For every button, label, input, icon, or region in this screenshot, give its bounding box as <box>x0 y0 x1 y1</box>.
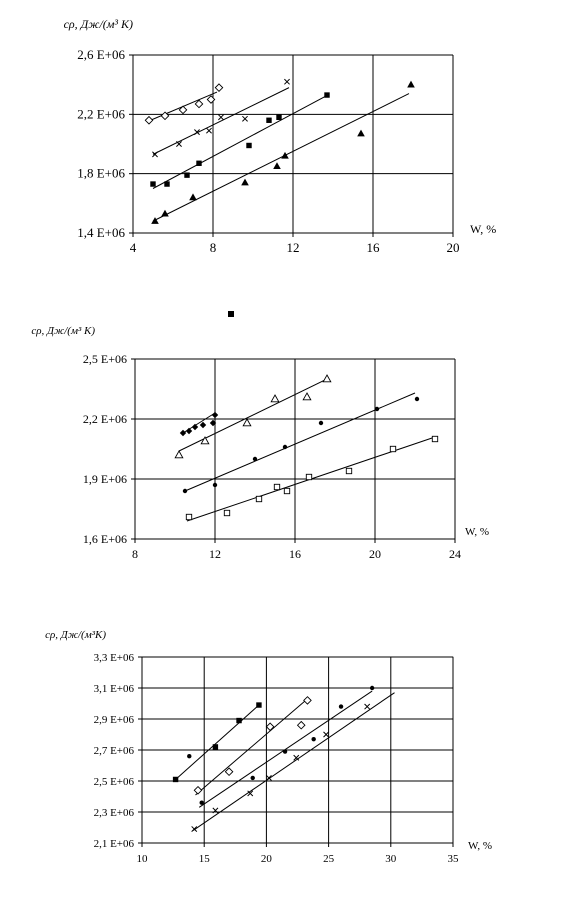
data-point-dot-filled-3-2 <box>213 483 217 487</box>
x-tick-label: 35 <box>447 853 459 865</box>
data-point-x-2-6 <box>242 116 247 121</box>
trend-line-4 <box>193 693 395 831</box>
data-point-diamond-filled-1-4 <box>200 422 206 428</box>
data-point-triangle-open-2-4 <box>271 395 279 402</box>
data-point-x-4-7 <box>365 704 370 709</box>
y-tick-label: 1,6 E+06 <box>82 532 127 546</box>
y-tick-label: 1,9 E+06 <box>82 472 127 486</box>
data-point-square-open-4-7 <box>346 468 351 473</box>
y-tick-label: 2,6 E+06 <box>77 47 125 62</box>
data-point-dot-filled-3-5 <box>319 421 323 425</box>
data-point-x-2-2 <box>176 141 181 146</box>
x-tick-label: 25 <box>323 853 335 865</box>
data-point-square-open-4-9 <box>432 436 437 441</box>
y-tick-label: 2,9 E+06 <box>93 714 134 726</box>
trend-line-1 <box>176 705 259 779</box>
data-point-diamond-filled-1-2 <box>186 428 192 434</box>
data-point-triangle-filled-4-1 <box>151 217 159 224</box>
x-tick-label: 20 <box>260 853 272 865</box>
data-point-dot-filled-3-7 <box>370 686 374 690</box>
x-axis-label: W, % <box>470 222 497 236</box>
data-point-dot-filled-3-3 <box>251 776 255 780</box>
trend-line-3 <box>199 691 372 807</box>
x-tick-label: 8 <box>209 240 217 255</box>
data-point-dot-filled-3-4 <box>283 445 287 449</box>
data-point-square-open-4-3 <box>256 496 261 501</box>
x-tick-label: 4 <box>129 240 137 255</box>
chart-2 <box>0 322 574 572</box>
x-tick-label: 20 <box>446 240 460 255</box>
x-tick-label: 15 <box>198 853 210 865</box>
y-tick-label: 3,3 E+06 <box>93 652 134 664</box>
data-point-diamond-open-1-5 <box>207 96 214 103</box>
x-tick-label: 30 <box>385 853 397 865</box>
data-point-square-filled-1-3 <box>236 718 241 723</box>
y-tick-label: 2,3 E+06 <box>93 807 134 819</box>
chart-1 <box>0 0 574 270</box>
data-point-diamond-open-1-4 <box>195 100 202 107</box>
data-point-square-open-4-6 <box>306 474 311 479</box>
data-point-triangle-open-2-1 <box>175 451 183 458</box>
data-point-dot-filled-3-4 <box>283 749 287 753</box>
data-point-diamond-open-2-5 <box>304 697 311 704</box>
data-point-dot-filled-3-1 <box>183 489 187 493</box>
data-point-triangle-open-2-6 <box>323 375 331 382</box>
x-tick-label: 20 <box>369 547 381 561</box>
data-point-x-2-4 <box>206 128 211 133</box>
data-point-diamond-open-2-2 <box>225 768 232 775</box>
x-tick-label: 16 <box>289 547 301 561</box>
chart-3 <box>0 626 574 892</box>
data-point-square-filled-3-4 <box>196 161 201 166</box>
data-point-diamond-open-1-1 <box>145 117 152 124</box>
data-point-square-filled-3-2 <box>164 181 169 186</box>
data-point-diamond-open-1-6 <box>215 84 222 91</box>
trend-line-4 <box>153 94 409 222</box>
data-point-dot-filled-3-5 <box>311 737 315 741</box>
data-point-triangle-open-2-2 <box>201 437 209 444</box>
x-tick-label: 10 <box>136 853 148 865</box>
y-axis-label: cρ, Дж/(м³К) <box>45 629 106 641</box>
data-point-diamond-open-2-1 <box>194 787 201 794</box>
y-tick-label: 3,1 E+06 <box>93 683 134 695</box>
x-axis-label: W, % <box>465 526 490 538</box>
data-point-square-filled-3-8 <box>324 92 329 97</box>
x-tick-label: 12 <box>209 547 221 561</box>
data-point-dot-filled-3-1 <box>187 754 191 758</box>
data-point-dot-filled-3-7 <box>415 397 419 401</box>
data-point-square-filled-3-3 <box>184 172 189 177</box>
data-point-triangle-filled-4-2 <box>161 210 169 217</box>
y-tick-label: 2,1 E+06 <box>93 838 134 850</box>
y-tick-label: 1,4 E+06 <box>77 225 125 240</box>
data-point-square-open-4-1 <box>186 514 191 519</box>
data-point-triangle-filled-4-3 <box>189 193 197 200</box>
stray-square-mark <box>228 311 234 317</box>
data-point-square-filled-3-1 <box>150 181 155 186</box>
data-point-square-filled-1-4 <box>256 702 261 707</box>
data-point-triangle-filled-4-8 <box>407 81 415 88</box>
data-point-triangle-open-2-5 <box>303 393 311 400</box>
y-tick-label: 1,8 E+06 <box>77 165 125 181</box>
data-point-x-2-5 <box>218 115 223 120</box>
data-point-square-filled-3-6 <box>266 118 271 123</box>
y-tick-label: 2,5 E+06 <box>82 352 127 366</box>
data-point-diamond-filled-1-3 <box>192 424 198 430</box>
x-tick-label: 8 <box>132 547 138 561</box>
data-point-square-open-4-4 <box>274 484 279 489</box>
data-point-square-open-4-5 <box>284 488 289 493</box>
y-tick-label: 2,7 E+06 <box>93 745 134 757</box>
data-point-square-filled-1-1 <box>173 777 178 782</box>
data-point-diamond-open-2-3 <box>266 723 273 730</box>
x-tick-label: 16 <box>366 240 380 255</box>
data-point-dot-filled-3-3 <box>253 457 257 461</box>
data-point-dot-filled-3-2 <box>200 801 204 805</box>
data-point-x-2-7 <box>284 79 289 84</box>
data-point-triangle-filled-4-5 <box>273 162 281 169</box>
data-point-square-filled-1-2 <box>213 744 218 749</box>
x-tick-label: 24 <box>449 547 461 561</box>
data-point-square-open-4-2 <box>224 510 229 515</box>
data-point-triangle-filled-4-4 <box>241 179 249 186</box>
data-point-triangle-filled-4-6 <box>281 152 289 159</box>
y-axis-label: cρ, Дж/(м³ К) <box>63 17 133 31</box>
data-point-dot-filled-3-6 <box>375 407 379 411</box>
data-point-diamond-filled-1-6 <box>212 412 218 418</box>
data-point-diamond-open-2-4 <box>298 722 305 729</box>
data-point-triangle-filled-4-7 <box>357 130 365 137</box>
x-tick-label: 12 <box>286 240 300 255</box>
y-axis-label: cρ, Дж/(м³ К) <box>31 325 95 337</box>
trend-line-3 <box>185 393 415 491</box>
y-tick-label: 2,5 E+06 <box>93 776 134 788</box>
data-point-dot-filled-3-6 <box>339 704 343 708</box>
data-point-x-4-6 <box>324 732 329 737</box>
data-point-square-filled-3-7 <box>276 115 281 120</box>
x-axis-label: W, % <box>468 840 493 852</box>
data-point-square-open-4-8 <box>390 446 395 451</box>
data-point-square-filled-3-5 <box>246 143 251 148</box>
y-tick-label: 2,2 E+06 <box>82 412 127 426</box>
data-point-triangle-open-2-3 <box>243 419 251 426</box>
data-point-diamond-filled-1-1 <box>180 430 186 436</box>
y-tick-label: 2,2 E+06 <box>77 106 125 122</box>
trend-line-3 <box>153 97 325 189</box>
